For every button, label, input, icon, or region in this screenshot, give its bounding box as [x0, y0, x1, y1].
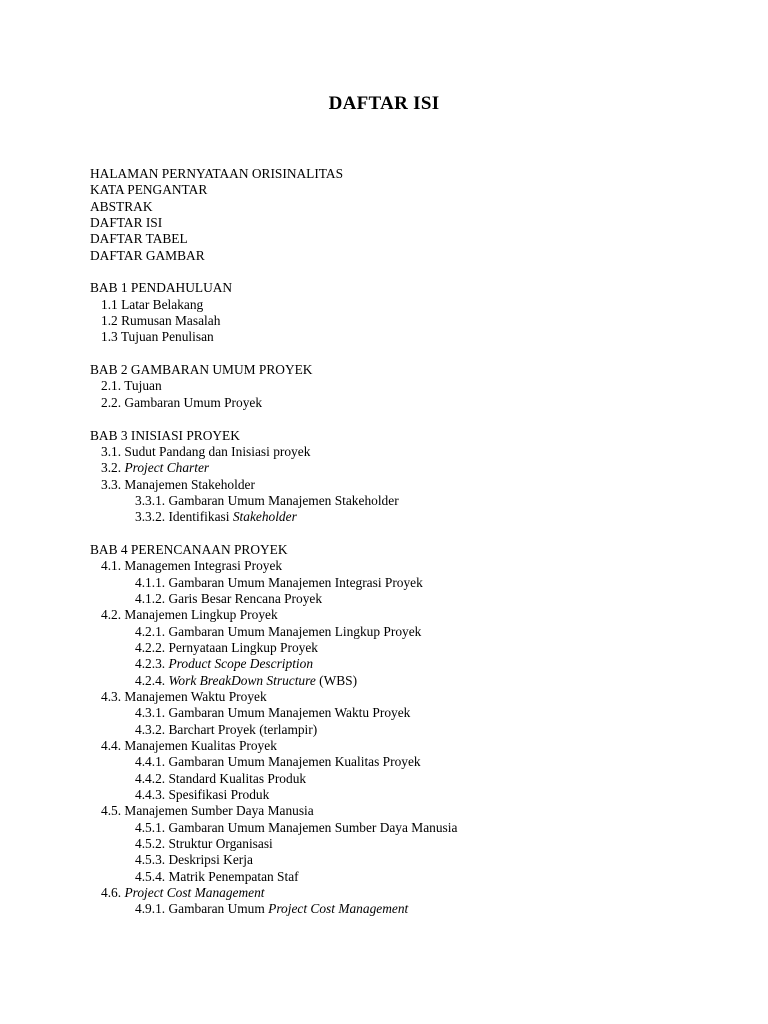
toc-section [90, 460, 730, 476]
toc-section: 2.1. Tujuan [101, 378, 162, 394]
toc-subsection [90, 509, 730, 525]
toc-front-item: DAFTAR ISI [90, 215, 163, 231]
toc-section: 4.5. Manajemen Sumber Daya Manusia [101, 803, 314, 819]
toc-subsection: 4.3.2. Barchart Proyek (terlampir) [135, 721, 318, 737]
toc-section-title: Project Charter [124, 460, 210, 476]
toc-section: 2.2. Gambaran Umum Proyek [101, 394, 263, 410]
toc-chapter-heading: BAB 4 PERENCANAAN PROYEK [90, 541, 288, 557]
toc-subsection: 4.4.2. Standard Kualitas Produk [135, 770, 307, 786]
toc-section: 1.2 Rumusan Masalah [101, 313, 221, 329]
toc-subsection: 4.1.2. Garis Besar Rencana Proyek [135, 590, 323, 606]
toc-section-number: 4.6. [101, 885, 122, 901]
toc-subsection: 4.2.2. Pernyataan Lingkup Proyek [135, 639, 318, 655]
toc-subsection: 4.5.1. Gambaran Umum Manajemen Sumber Daya Manusia [135, 819, 458, 835]
toc-subsection-title: Work BreakDown Structure [168, 672, 316, 688]
toc-subsection [90, 656, 730, 672]
table-of-contents [90, 166, 730, 918]
toc-section-number: 3.2. [101, 460, 122, 476]
toc-subsection-title: Stakeholder [232, 509, 297, 525]
toc-subsection-number: 4.2.4. [135, 672, 166, 688]
toc-chapter-heading: BAB 1 PENDAHULUAN [90, 280, 233, 296]
toc-subsection: 4.3.1. Gambaran Umum Manajemen Waktu Proyek [135, 705, 411, 721]
toc-chapter-heading: BAB 3 INISIASI PROYEK [90, 427, 240, 443]
toc-front-item: KATA PENGANTAR [90, 182, 208, 198]
toc-subsection: 4.4.3. Spesifikasi Produk [135, 787, 270, 803]
page-title: DAFTAR ISI [328, 93, 440, 114]
toc-section: 4.2. Manajemen Lingkup Proyek [101, 607, 278, 623]
toc-subsection: 4.5.4. Matrik Penempatan Staf [135, 868, 299, 884]
toc-chapter-heading: BAB 2 GAMBARAN UMUM PROYEK [90, 362, 313, 378]
toc-front-item: HALAMAN PERNYATAAN ORISINALITAS [90, 166, 344, 181]
toc-section-title: Project Cost Management [124, 885, 265, 901]
toc-subsection: 4.5.3. Deskripsi Kerja [135, 852, 253, 868]
toc-subsection-suffix: (WBS) [319, 672, 358, 688]
toc-section: 4.1. Managemen Integrasi Proyek [101, 558, 283, 574]
toc-subsection: 3.3.1. Gambaran Umum Manajemen Stakeholder [135, 492, 399, 508]
toc-subsection-title: Product Scope Description [168, 656, 314, 672]
toc-subsection [90, 901, 730, 917]
toc-section: 3.3. Manajemen Stakeholder [101, 476, 255, 492]
toc-section: 3.1. Sudut Pandang dan Inisiasi proyek [101, 443, 311, 459]
toc-subsection: 4.2.1. Gambaran Umum Manajemen Lingkup Proyek [135, 623, 422, 639]
toc-subsection: 4.1.1. Gambaran Umum Manajemen Integrasi Proyek [135, 574, 423, 590]
toc-section: 1.1 Latar Belakang [101, 296, 204, 312]
toc-front-item: ABSTRAK [90, 198, 153, 214]
toc-front-item: DAFTAR TABEL [90, 231, 188, 247]
toc-subsection [90, 673, 730, 689]
toc-subsection-number: 4.9.1. Gambaran Umum [135, 901, 265, 917]
toc-subsection-number: 3.3.2. Identifikasi [135, 509, 230, 525]
toc-subsection-number: 4.2.3. [135, 656, 166, 672]
toc-subsection: 4.5.2. Struktur Organisasi [135, 836, 273, 852]
toc-front-item: DAFTAR GAMBAR [90, 247, 205, 263]
toc-section: 4.4. Manajemen Kualitas Proyek [101, 738, 277, 754]
toc-subsection-title: Project Cost Management [268, 901, 409, 917]
toc-section: 1.3 Tujuan Penulisan [101, 329, 214, 345]
toc-section [90, 885, 730, 901]
toc-section: 4.3. Manajemen Waktu Proyek [101, 689, 267, 704]
toc-subsection: 4.4.1. Gambaran Umum Manajemen Kualitas Proyek [135, 754, 421, 770]
